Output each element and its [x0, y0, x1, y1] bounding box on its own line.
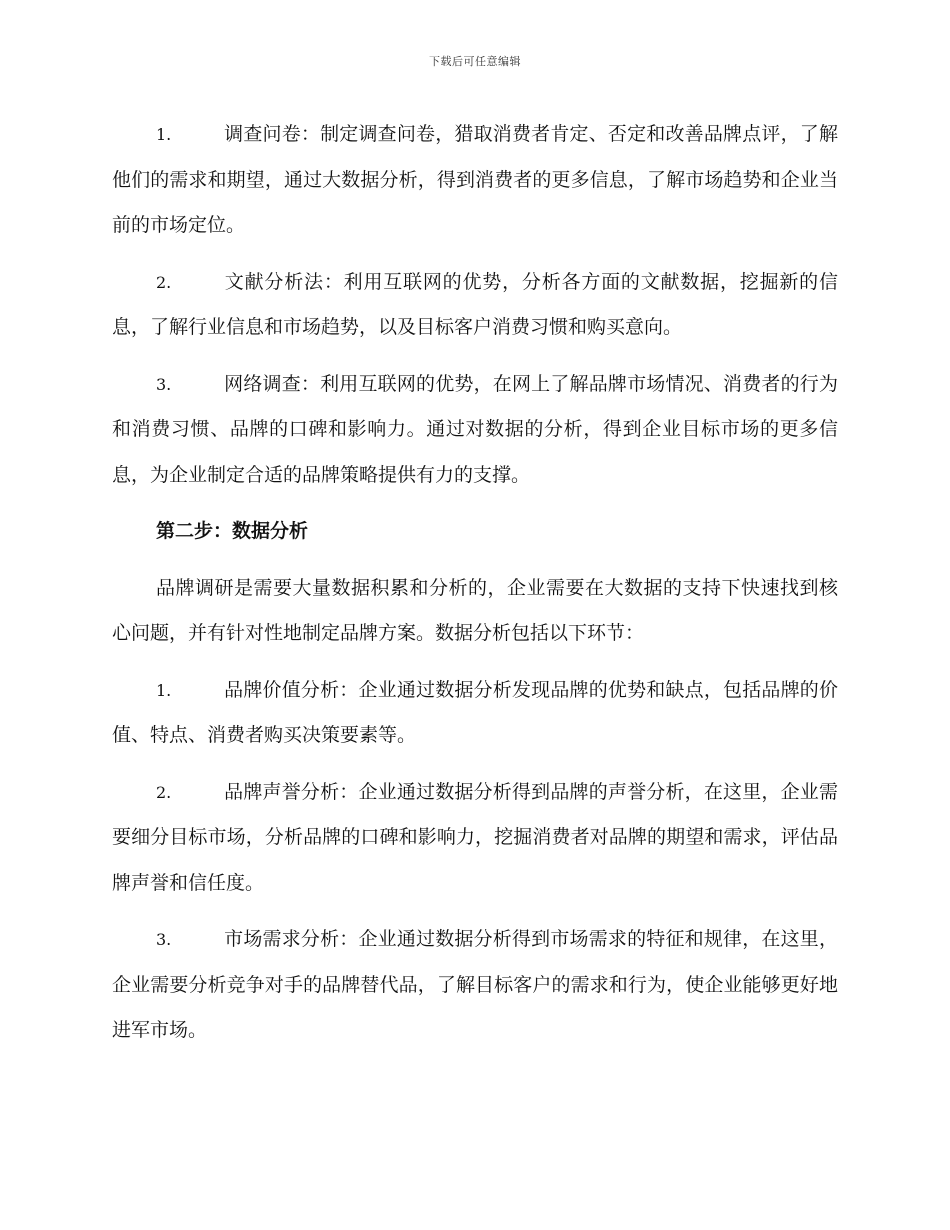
list-item-number: 1. [156, 125, 172, 144]
list-item-number: 2. [156, 272, 172, 292]
list-item [112, 917, 838, 1054]
list-item [112, 362, 838, 499]
list-item-text: 品牌价值分析：企业通过数据分析发现品牌的优势和缺点，包括品牌的价值、特点、消费者购买决策要素等。 [112, 678, 838, 746]
list-item [112, 668, 838, 759]
intro-paragraph: 品牌调研是需要大量数据积累和分析的，企业需要在大数据的支持下快速找到核心问题，并有针对性地制定品牌方案。数据分析包括以下环节： [112, 576, 838, 644]
list-item-number: 2. [156, 782, 172, 802]
list-item-text: 网络调查：利用互联网的优势，在网上了解品牌市场情况、消费者的行为和消费习惯、品牌的口碑和影响力。通过对数据的分析，得到企业目标市场的更多信息，为企业制定合适的品牌策略提供有力的支撑。 [112, 372, 838, 486]
section-heading: 第二步：数据分析 [156, 520, 309, 542]
document-body [112, 112, 838, 1065]
list-item-text: 调查问卷：制定调查问卷，猎取消费者肯定、否定和改善品牌点评，了解他们的需求和期望，通过大数据分析，得到消费者的更多信息，了解市场趋势和企业当前的市场定位。 [112, 123, 838, 236]
list-item-number: 1. [156, 680, 172, 700]
list-item-number: 3. [156, 374, 172, 394]
list-item [112, 112, 838, 249]
list-item [112, 770, 838, 907]
page-header: 下载后可任意编辑 [429, 55, 521, 68]
list-item-text: 品牌声誉分析：企业通过数据分析得到品牌的声誉分析，在这里，企业需要细分目标市场，分析品牌的口碑和影响力，挖掘消费者对品牌的期望和需求，评估品牌声誉和信任度。 [112, 780, 838, 894]
list-item-number: 3. [156, 930, 172, 949]
list-item-text: 文献分析法：利用互联网的优势，分析各方面的文献数据，挖掘新的信息，了解行业信息和市场趋势，以及目标客户消费习惯和购买意向。 [112, 270, 838, 338]
list-item [112, 260, 838, 351]
list-item-text: 市场需求分析：企业通过数据分析得到市场需求的特征和规律，在这里，企业需要分析竞争对手的品牌替代品，了解目标客户的需求和行为，使企业能够更好地进军市场。 [112, 928, 838, 1041]
